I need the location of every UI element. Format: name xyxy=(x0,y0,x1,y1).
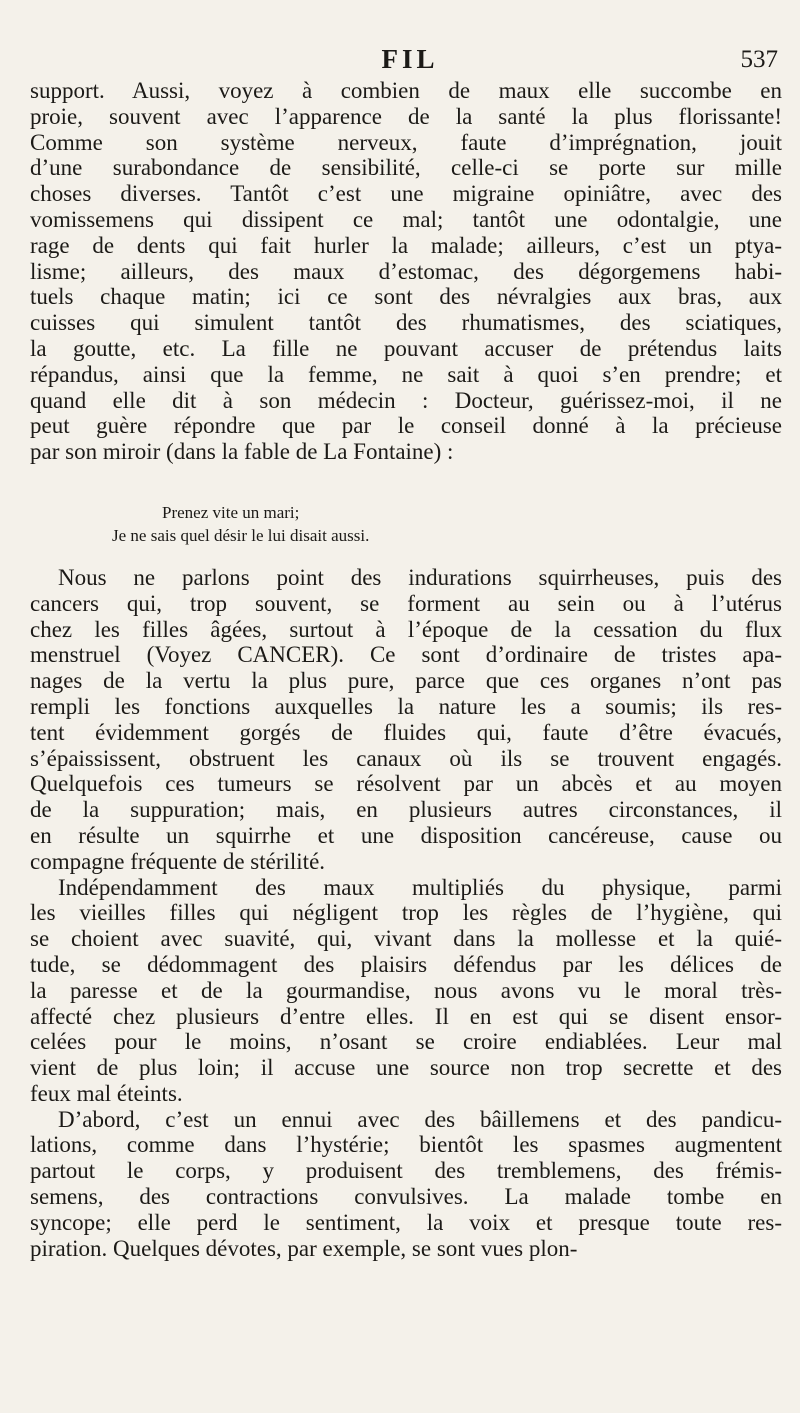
text-line: vomissemens qui dissipent ce mal; tantôt une odontalgie, une xyxy=(30,206,782,232)
page-body xyxy=(30,78,782,1261)
page-number: 537 xyxy=(740,46,778,73)
verse-line-1: Prenez vite un mari; xyxy=(162,502,300,522)
text-line: quand elle dit à son médecin : Docteur, guérissez-moi, il ne xyxy=(30,387,782,413)
text-line: vient de plus loin; il accuse une source non trop secrette et des xyxy=(30,1055,782,1081)
text-line: menstruel (Voyez CANCER). Ce sont d’ordinaire de tristes apa- xyxy=(30,642,782,668)
text-line: Indépendamment des maux multipliés du physique, parmi xyxy=(58,874,782,900)
text-line: partout le corps, y produisent des tremblemens, des frémis- xyxy=(30,1158,782,1184)
text-line: rage de dents qui fait hurler la malade; ailleurs, c’est un ptya- xyxy=(30,232,782,258)
text-line: nages de la vertu la plus pure, parce que ces organes n’ont pas xyxy=(30,668,782,694)
text-line: se choient avec suavité, qui, vivant dans la mollesse et la quié- xyxy=(30,926,782,952)
paragraph-1 xyxy=(30,78,782,465)
text-line: tude, se dédommagent des plaisirs défendus par les délices de xyxy=(30,951,782,977)
text-line: Nous ne parlons point des indurations squirrheuses, puis des xyxy=(58,564,782,590)
verse-line-2: Je ne sais quel désir le lui disait aussi. xyxy=(112,525,370,545)
text-line: les vieilles filles qui négligent trop les règles de l’hygiène, qui xyxy=(30,900,782,926)
running-head: FIL xyxy=(381,44,439,74)
text-line: feux mal éteints. xyxy=(30,1080,183,1106)
text-line: Comme son système nerveux, faute d’imprégnation, jouit xyxy=(30,129,782,155)
text-line: peut guère répondre que par le conseil donné à la précieuse xyxy=(30,413,782,439)
text-line: syncope; elle perd le sentiment, la voix et presque toute res- xyxy=(30,1209,782,1235)
text-line: choses diverses. Tantôt c’est une migraine opiniâtre, avec des xyxy=(30,181,782,207)
text-line: cancers qui, trop souvent, se forment au sein ou à l’utérus xyxy=(30,590,782,616)
text-line: lations, comme dans l’hystérie; bientôt les spasmes augmentent xyxy=(30,1132,782,1158)
text-line: cuisses qui simulent tantôt des rhumatismes, des sciatiques, xyxy=(30,310,782,336)
text-line: de la suppuration; mais, en plusieurs autres circonstances, il xyxy=(30,797,782,823)
text-line: piration. Quelques dévotes, par exemple, se sont vues plon- xyxy=(30,1235,578,1261)
text-line: support. Aussi, voyez à combien de maux elle succombe en xyxy=(30,78,782,103)
paragraph-2 xyxy=(30,565,782,875)
text-line: D’abord, c’est un ennui avec des bâillemens et des pandicu- xyxy=(58,1106,782,1132)
text-line: proie, souvent avec l’apparence de la santé la plus florissante! xyxy=(30,103,782,129)
text-line: compagne fréquente de stérilité. xyxy=(30,848,326,874)
text-line: en résulte un squirrhe et une disposition cancéreuse, cause ou xyxy=(30,822,782,848)
text-line: tent évidemment gorgés de fluides qui, faute d’être évacués, xyxy=(30,719,782,745)
text-line: rempli les fonctions auxquelles la nature les a soumis; ils res- xyxy=(30,693,782,719)
text-line: Quelquefois ces tumeurs se résolvent par un abcès et au moyen xyxy=(30,771,782,797)
text-line: affecté chez plusieurs d’entre elles. Il en est qui se disent ensor- xyxy=(30,1003,782,1029)
text-line: chez les filles âgées, surtout à l’époque de la cessation du flux xyxy=(30,616,782,642)
text-line: semens, des contractions convulsives. La malade tombe en xyxy=(30,1184,782,1210)
text-line: répandus, ainsi que la femme, ne sait à quoi s’en prendre; et xyxy=(30,361,782,387)
text-line: lisme; ailleurs, des maux d’estomac, des dégorgemens habi- xyxy=(30,258,782,284)
text-line: la paresse et de la gourmandise, nous avons vu le moral très- xyxy=(30,977,782,1003)
text-line: d’une surabondance de sensibilité, celle-ci se porte sur mille xyxy=(30,155,782,181)
verse-quote xyxy=(30,501,782,547)
text-line: celées pour le moins, n’osant se croire endiablées. Leur mal xyxy=(30,1029,782,1055)
text-line: par son miroir (dans la fable de La Fontaine) : xyxy=(30,439,454,465)
text-line: tuels chaque matin; ici ce sont des névralgies aux bras, aux xyxy=(30,284,782,310)
paragraph-4 xyxy=(30,1107,782,1262)
page-header xyxy=(30,44,790,80)
text-line: la goutte, etc. La fille ne pouvant accuser de prétendus laits xyxy=(30,335,782,361)
text-line: s’épaississent, obstruent les canaux où ils se trouvent engagés. xyxy=(30,745,782,771)
paragraph-3 xyxy=(30,875,782,1107)
